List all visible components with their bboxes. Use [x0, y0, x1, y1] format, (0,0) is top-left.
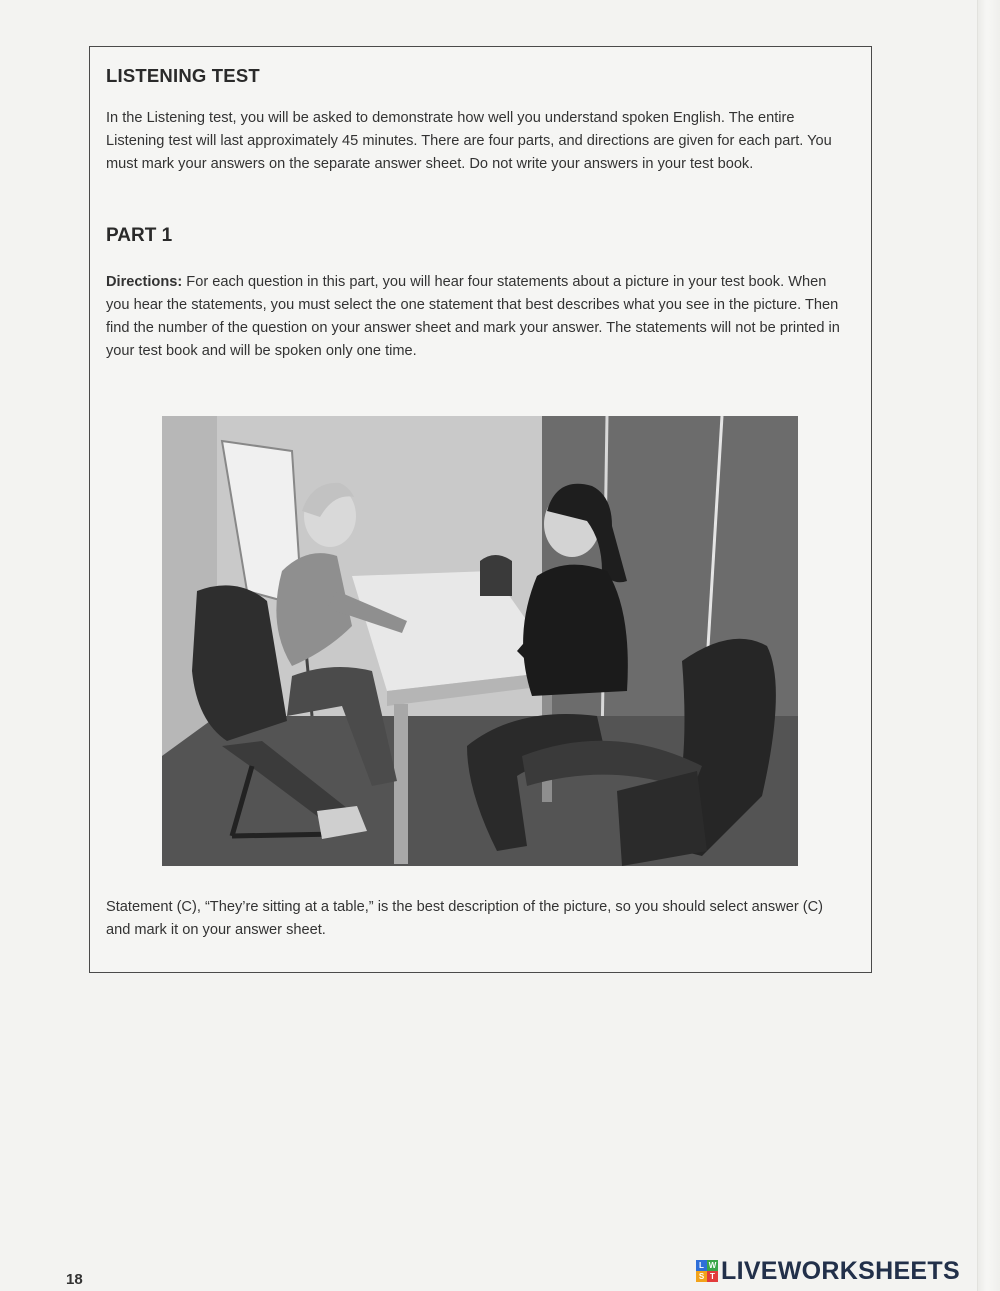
section-title: LISTENING TEST [106, 65, 260, 86]
directions-text: For each question in this part, you will hear four statements about a picture in your test book. When you hear the statements, you must select the one statement that best describes what you see in the picture. Then find the number of the question on your answer sheet and mark your answer. The statements will not be printed in your test book and will be spoken only one time. [106, 274, 840, 359]
page-number: 18 [66, 1271, 83, 1288]
photo-illustration [162, 416, 798, 866]
part-title: PART 1 [106, 225, 173, 246]
statement-paragraph: Statement (C), “They’re sitting at a table,” is the best description of the picture, so you should select answer (C) and mark it on your answer sheet. [106, 899, 824, 938]
logo-text: LIVEWORKSHEETS [721, 1256, 960, 1285]
logo-mark-icon [696, 1260, 718, 1282]
directions-paragraph [106, 271, 851, 363]
directions-label: Directions: [106, 274, 183, 290]
intro-paragraph: In the Listening test, you will be asked to demonstrate how well you understand spoken English. The entire Listening test will last approximately 45 minutes. There are four parts, and directions are given for each part. You must mark your answers on the separate answer sheet. Do not write your answers in your test book. [106, 110, 832, 172]
page-edge [977, 0, 1000, 1291]
logo-tile-s: S [696, 1271, 707, 1282]
example-photo [162, 416, 798, 866]
listening-test-box [89, 46, 872, 973]
logo-tile-t: T [707, 1271, 718, 1282]
logo-tile-w: W [708, 1261, 717, 1270]
logo-tile-l: L [696, 1260, 707, 1271]
liveworksheets-logo [696, 1256, 960, 1286]
